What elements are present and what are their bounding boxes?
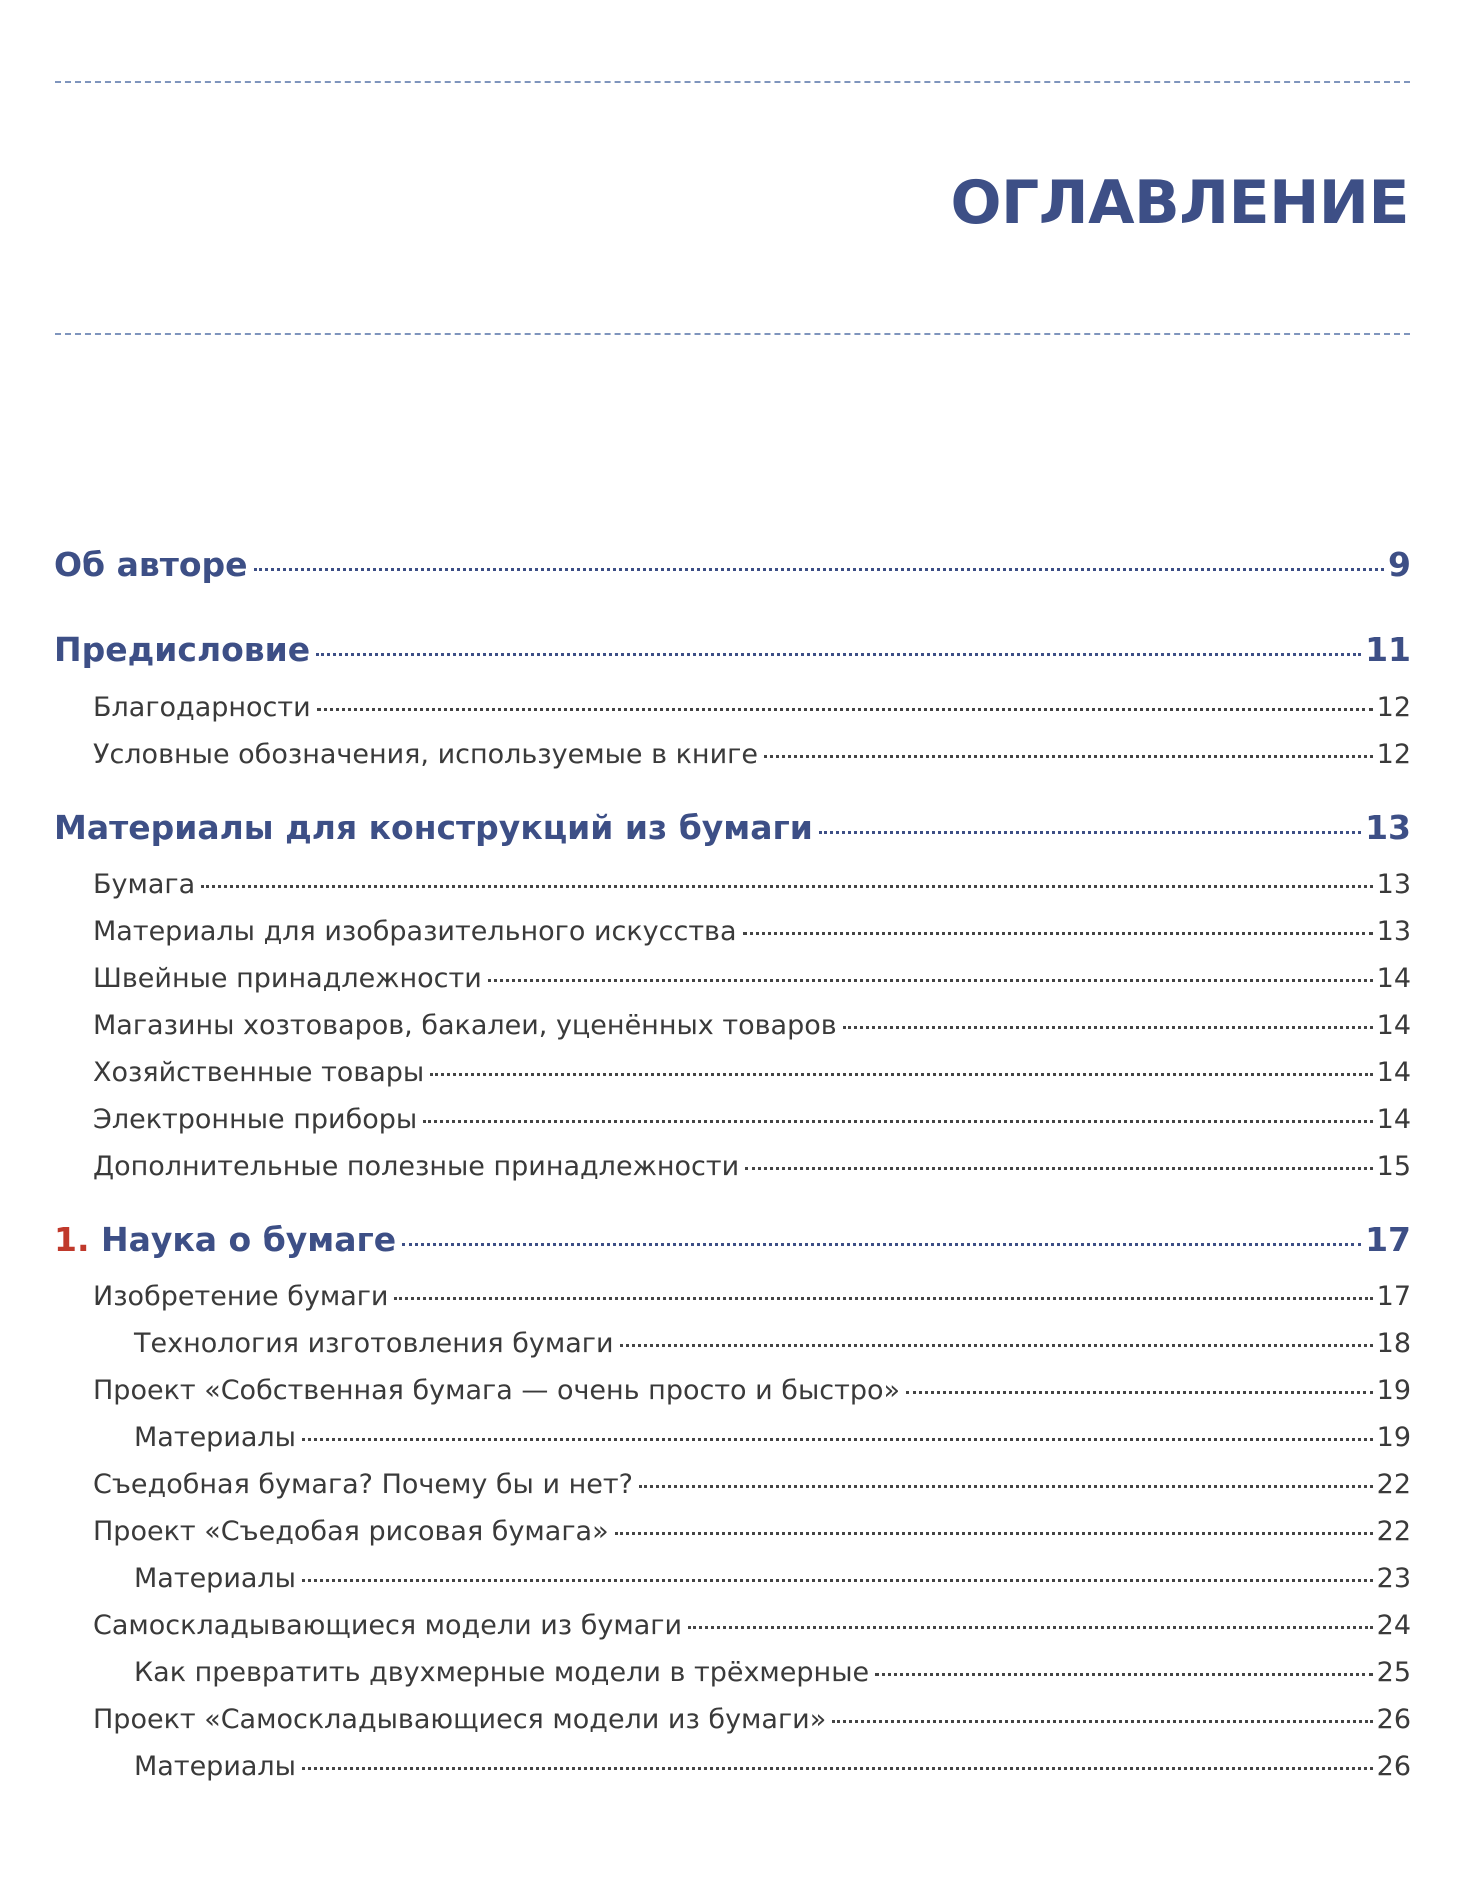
toc-entry-acknowledgements[interactable] xyxy=(93,692,1411,723)
toc-entry-title: Самоскладывающиеся модели из бумаги xyxy=(93,1610,682,1641)
toc-entry-project-self-folding[interactable] xyxy=(93,1704,1411,1735)
toc-entry-sewing-supplies[interactable] xyxy=(93,963,1411,994)
toc-entry-edible-paper[interactable] xyxy=(93,1469,1411,1500)
dot-leader xyxy=(906,1391,1373,1394)
chapter-number: 1. xyxy=(54,1220,90,1259)
toc-entry-page: 26 xyxy=(1376,1751,1411,1782)
toc-entry-title: Съедобная бумага? Почему бы и нет? xyxy=(93,1469,633,1500)
toc-entry-title: Предисловие xyxy=(54,630,311,669)
toc-entry-materials-3[interactable] xyxy=(134,1751,1411,1782)
dot-leader xyxy=(254,568,1384,571)
toc-entry-preface[interactable] xyxy=(54,630,1411,669)
toc-entry-page: 12 xyxy=(1376,692,1411,723)
dot-leader xyxy=(764,755,1373,758)
dot-leader xyxy=(639,1485,1373,1488)
dot-leader xyxy=(423,1120,1372,1123)
toc-entry-page: 18 xyxy=(1376,1328,1411,1359)
toc-entry-paper-technology[interactable] xyxy=(134,1328,1411,1359)
toc-entry-title: Магазины хозтоваров, бакалеи, уценённых товаров xyxy=(93,1010,837,1041)
toc-entry-title xyxy=(54,1220,396,1259)
toc-entry-materials-2[interactable] xyxy=(134,1563,1411,1594)
toc-entry-page: 19 xyxy=(1376,1422,1411,1453)
dot-leader xyxy=(201,885,1372,888)
toc-entry-page: 17 xyxy=(1376,1281,1411,1312)
toc-entry-page: 9 xyxy=(1388,545,1411,584)
toc-entry-page: 12 xyxy=(1376,739,1411,770)
dot-leader xyxy=(688,1626,1373,1629)
dot-leader xyxy=(615,1532,1373,1535)
toc-entry-household-goods[interactable] xyxy=(93,1057,1411,1088)
toc-entry-title: Проект «Съедобая рисовая бумага» xyxy=(93,1516,609,1547)
toc-entry-title: Об авторе xyxy=(54,545,248,584)
toc-entry-page: 13 xyxy=(1376,869,1411,900)
dot-leader xyxy=(302,1579,1373,1582)
toc-entry-extra-supplies[interactable] xyxy=(93,1151,1411,1182)
toc-entry-page: 13 xyxy=(1376,916,1411,947)
toc-entry-page: 14 xyxy=(1376,1057,1411,1088)
toc-entry-title: Изобретение бумаги xyxy=(93,1281,389,1312)
dot-leader xyxy=(317,708,1373,711)
toc-entry-self-folding[interactable] xyxy=(93,1610,1411,1641)
dot-leader xyxy=(832,1720,1372,1723)
toc-entry-title: Как превратить двухмерные модели в трёхмерные xyxy=(134,1657,870,1688)
toc-entry-title: Проект «Самоскладывающиеся модели из бумаги» xyxy=(93,1704,827,1735)
toc-entry-page: 14 xyxy=(1376,1104,1411,1135)
toc-entry-title: Материалы xyxy=(134,1751,296,1782)
toc-entry-title: Технология изготовления бумаги xyxy=(134,1328,614,1359)
toc-entry-title: Проект «Собственная бумага — очень просто и быстро» xyxy=(93,1375,901,1406)
bottom-dashed-rule xyxy=(55,333,1410,335)
dot-leader xyxy=(620,1344,1373,1347)
dot-leader xyxy=(316,653,1361,656)
toc-entry-chapter-1[interactable] xyxy=(54,1220,1411,1259)
toc-entry-paper-invention[interactable] xyxy=(93,1281,1411,1312)
dot-leader xyxy=(875,1673,1373,1676)
toc-entry-project-rice-paper[interactable] xyxy=(93,1516,1411,1547)
toc-entry-page: 17 xyxy=(1365,1220,1411,1259)
toc-entry-page: 15 xyxy=(1376,1151,1411,1182)
dot-leader xyxy=(843,1026,1373,1029)
toc-entry-page: 13 xyxy=(1365,808,1411,847)
toc-entry-conventions[interactable] xyxy=(93,739,1411,770)
toc-entry-about-author[interactable] xyxy=(54,545,1411,584)
toc-entry-page: 22 xyxy=(1376,1469,1411,1500)
dot-leader xyxy=(402,1243,1361,1246)
toc-entry-paper[interactable] xyxy=(93,869,1411,900)
dot-leader xyxy=(394,1297,1372,1300)
toc-entry-page: 23 xyxy=(1376,1563,1411,1594)
toc-entry-page: 14 xyxy=(1376,1010,1411,1041)
toc-entry-project-own-paper[interactable] xyxy=(93,1375,1411,1406)
dot-leader xyxy=(488,979,1373,982)
toc-entry-title: Материалы для конструкций из бумаги xyxy=(54,808,813,847)
toc-entry-page: 11 xyxy=(1365,630,1411,669)
chapter-title: Наука о бумаге xyxy=(101,1220,397,1259)
toc-entry-page: 14 xyxy=(1376,963,1411,994)
top-dashed-rule xyxy=(55,81,1410,83)
toc-entry-art-supplies[interactable] xyxy=(93,916,1411,947)
toc-entry-title: Швейные принадлежности xyxy=(93,963,482,994)
toc-entry-page: 25 xyxy=(1376,1657,1411,1688)
toc-entry-title: Материалы для изобразительного искусства xyxy=(93,916,737,947)
toc-entry-materials-1[interactable] xyxy=(134,1422,1411,1453)
toc-entry-title: Бумага xyxy=(93,869,196,900)
dot-leader xyxy=(430,1073,1372,1076)
toc-entry-electronics[interactable] xyxy=(93,1104,1411,1135)
toc-entry-stores[interactable] xyxy=(93,1010,1411,1041)
toc-entry-title: Дополнительные полезные принадлежности xyxy=(93,1151,740,1182)
toc-entry-title: Благодарности xyxy=(93,692,311,723)
toc-entry-title: Материалы xyxy=(134,1422,296,1453)
toc-entry-page: 26 xyxy=(1376,1704,1411,1735)
page-title: ОГЛАВЛЕНИЕ xyxy=(950,168,1409,238)
dot-leader xyxy=(745,1167,1372,1170)
toc-entry-title: Электронные приборы xyxy=(93,1104,418,1135)
dot-leader xyxy=(819,831,1361,834)
toc-entry-title: Материалы xyxy=(134,1563,296,1594)
toc-entry-page: 24 xyxy=(1376,1610,1411,1641)
toc-entry-materials[interactable] xyxy=(54,808,1411,847)
dot-leader xyxy=(302,1767,1373,1770)
toc-entry-title: Условные обозначения, используемые в книге xyxy=(93,739,758,770)
toc-entry-title: Хозяйственные товары xyxy=(93,1057,425,1088)
dot-leader xyxy=(302,1438,1373,1441)
toc-entry-page: 19 xyxy=(1376,1375,1411,1406)
toc-entry-2d-to-3d[interactable] xyxy=(134,1657,1411,1688)
dot-leader xyxy=(743,932,1373,935)
toc-entry-page: 22 xyxy=(1376,1516,1411,1547)
